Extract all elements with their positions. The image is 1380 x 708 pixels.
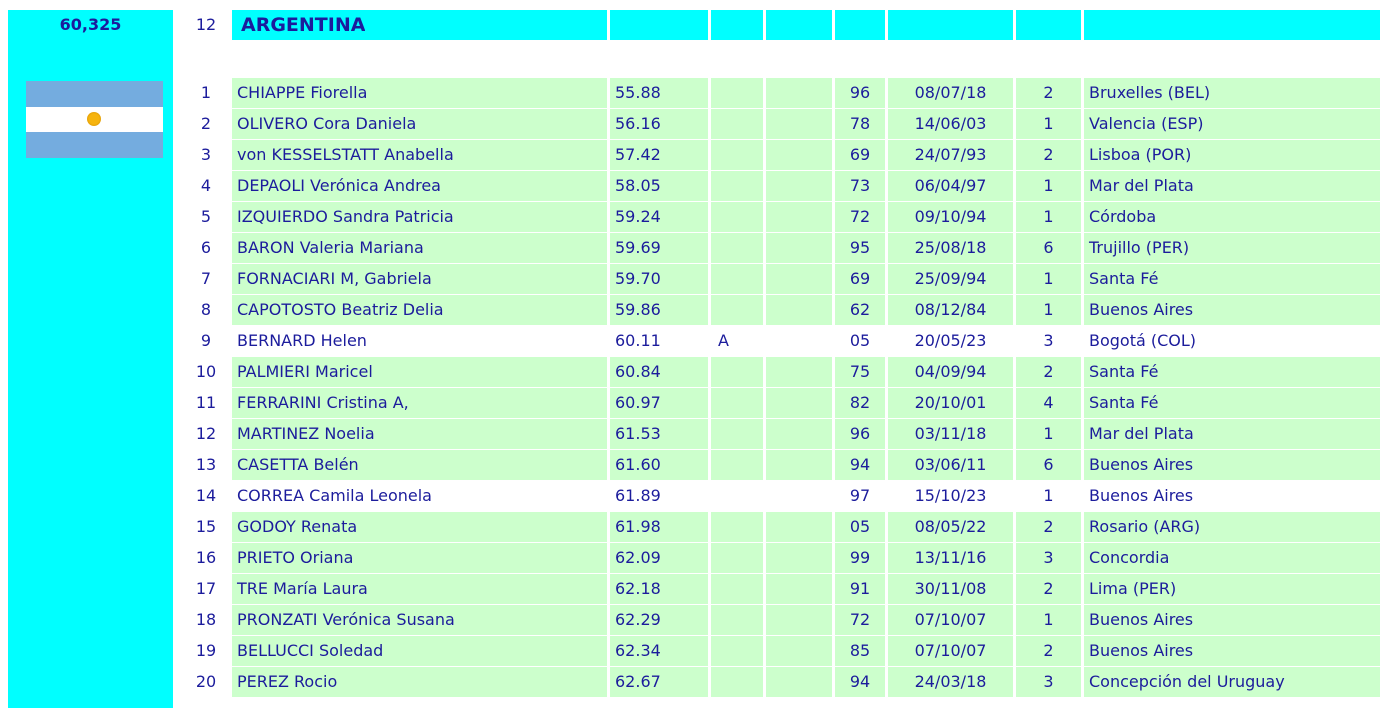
- result-date: 20/05/23: [914, 331, 987, 350]
- athlete-name: BERNARD Helen: [237, 331, 367, 350]
- result-note: [711, 605, 763, 635]
- rank-number: 19: [195, 641, 217, 660]
- venue-city: Concordia: [1084, 543, 1380, 573]
- place: 4: [1016, 388, 1081, 418]
- venue-city: Valencia (ESP): [1084, 109, 1380, 139]
- result-date: 07/10/07: [888, 636, 1013, 666]
- athlete-name: GODOY Renata: [232, 512, 607, 542]
- venue-city: Lima (PER): [1084, 574, 1380, 604]
- result-note: [711, 171, 763, 201]
- venue-city: Mar del Plata: [1084, 419, 1380, 449]
- birth-year: 62: [835, 295, 885, 325]
- result-time: 61.60: [610, 450, 708, 480]
- athlete-count: 12: [195, 15, 217, 34]
- result-date: 08/07/18: [888, 78, 1013, 108]
- total-score: 60,325: [59, 15, 122, 34]
- venue-city: Buenos Aires: [1089, 486, 1194, 505]
- place: 1: [1016, 202, 1081, 232]
- birth-year: 75: [835, 357, 885, 387]
- athlete-name: CAPOTOSTO Beatriz Delia: [232, 295, 607, 325]
- blank-cell: [766, 481, 832, 511]
- result-note: [711, 264, 763, 294]
- venue-city: Bruxelles (BEL): [1084, 78, 1380, 108]
- place: 6: [1016, 233, 1081, 263]
- place: 1: [1016, 171, 1081, 201]
- venue-city: Buenos Aires: [1084, 450, 1380, 480]
- blank-cell: [766, 140, 832, 170]
- result-time: 55.88: [610, 78, 708, 108]
- result-time: 61.53: [610, 419, 708, 449]
- rank-number: 1: [200, 83, 212, 102]
- result-date: 14/06/03: [888, 109, 1013, 139]
- place: 1: [1016, 264, 1081, 294]
- place: 1: [1043, 486, 1054, 505]
- result-time: 60.97: [610, 388, 708, 418]
- athlete-name: CORREA Camila Leonela: [237, 486, 432, 505]
- result-date: 06/04/97: [888, 171, 1013, 201]
- result-date: 25/08/18: [888, 233, 1013, 263]
- result-time: 61.98: [610, 512, 708, 542]
- place: 1: [1016, 605, 1081, 635]
- result-time: 61.89: [615, 486, 661, 505]
- table-row: [0, 326, 1380, 357]
- birth-year: 78: [835, 109, 885, 139]
- rank-number: 20: [195, 672, 217, 691]
- athlete-name: von KESSELSTATT Anabella: [232, 140, 607, 170]
- result-date: 07/10/07: [888, 605, 1013, 635]
- athlete-name: MARTINEZ Noelia: [232, 419, 607, 449]
- header-time-cell: [610, 10, 708, 40]
- result-time: 62.29: [610, 605, 708, 635]
- country-title: ARGENTINA: [241, 14, 366, 36]
- place: 1: [1016, 419, 1081, 449]
- result-time: 56.16: [610, 109, 708, 139]
- result-note: [711, 109, 763, 139]
- rank-number: 11: [195, 393, 217, 412]
- venue-city: Concepción del Uruguay: [1084, 667, 1380, 697]
- table-row: [0, 636, 1380, 667]
- rank-number: 16: [195, 548, 217, 567]
- blank-cell: [766, 512, 832, 542]
- header-city-cell: [1084, 10, 1380, 40]
- blank-cell: [766, 636, 832, 666]
- rank-number: 10: [195, 362, 217, 381]
- table-row: [0, 202, 1380, 233]
- result-note: [711, 574, 763, 604]
- result-time: 62.09: [610, 543, 708, 573]
- place: 2: [1016, 512, 1081, 542]
- blank-cell: [766, 295, 832, 325]
- place: 3: [1016, 667, 1081, 697]
- birth-year: 69: [835, 140, 885, 170]
- athlete-name: PRIETO Oriana: [232, 543, 607, 573]
- venue-city: Mar del Plata: [1084, 171, 1380, 201]
- table-row: [0, 140, 1380, 171]
- birth-year: 69: [835, 264, 885, 294]
- result-date: 13/11/16: [888, 543, 1013, 573]
- rank-number: 12: [195, 424, 217, 443]
- header-note-cell: [711, 10, 763, 40]
- birth-year: 73: [835, 171, 885, 201]
- table-row: [0, 512, 1380, 543]
- header-date-cell: [888, 10, 1013, 40]
- athlete-name: CHIAPPE Fiorella: [232, 78, 607, 108]
- result-time: 62.34: [610, 636, 708, 666]
- result-time: 58.05: [610, 171, 708, 201]
- rank-number: 17: [195, 579, 217, 598]
- result-date: 20/10/01: [888, 388, 1013, 418]
- rank-number: 2: [200, 114, 212, 133]
- blank-cell: [766, 357, 832, 387]
- result-date: 03/06/11: [888, 450, 1013, 480]
- athlete-name: BELLUCCI Soledad: [232, 636, 607, 666]
- birth-year: 94: [835, 667, 885, 697]
- blank-cell: [766, 388, 832, 418]
- place: 2: [1016, 78, 1081, 108]
- header-year-cell: [835, 10, 885, 40]
- result-note: [711, 357, 763, 387]
- result-note: [711, 140, 763, 170]
- result-time: 60.11: [615, 331, 661, 350]
- result-note: [711, 233, 763, 263]
- venue-city: Buenos Aires: [1084, 295, 1380, 325]
- venue-city: Trujillo (PER): [1084, 233, 1380, 263]
- table-row: [0, 264, 1380, 295]
- blank-cell: [766, 667, 832, 697]
- birth-year: 96: [835, 419, 885, 449]
- athlete-name: CASETTA Belén: [232, 450, 607, 480]
- result-date: 09/10/94: [888, 202, 1013, 232]
- result-date: 30/11/08: [888, 574, 1013, 604]
- table-row: [0, 605, 1380, 636]
- place: 6: [1016, 450, 1081, 480]
- blank-cell: [766, 605, 832, 635]
- athlete-name: PALMIERI Maricel: [232, 357, 607, 387]
- table-row: [0, 295, 1380, 326]
- place: 2: [1016, 357, 1081, 387]
- place: 3: [1016, 543, 1081, 573]
- rank-number: 18: [195, 610, 217, 629]
- blank-cell: [766, 419, 832, 449]
- table-row: [0, 233, 1380, 264]
- rank-number: 4: [200, 176, 212, 195]
- result-note: A: [718, 331, 729, 350]
- blank-cell: [766, 109, 832, 139]
- result-note: [711, 543, 763, 573]
- athlete-name: FERRARINI Cristina A,: [232, 388, 607, 418]
- result-time: 59.70: [610, 264, 708, 294]
- place: 2: [1016, 636, 1081, 666]
- athlete-name: BARON Valeria Mariana: [232, 233, 607, 263]
- rank-number: 6: [200, 238, 212, 257]
- birth-year: 05: [849, 331, 871, 350]
- result-note: [711, 450, 763, 480]
- result-time: 62.67: [610, 667, 708, 697]
- athlete-name: PRONZATI Verónica Susana: [232, 605, 607, 635]
- venue-city: Córdoba: [1084, 202, 1380, 232]
- rank-number: 3: [200, 145, 212, 164]
- rank-number: 7: [200, 269, 212, 288]
- venue-city: Bogotá (COL): [1089, 331, 1197, 350]
- athlete-name: PEREZ Rocio: [232, 667, 607, 697]
- birth-year: 91: [835, 574, 885, 604]
- blank-cell: [766, 171, 832, 201]
- birth-year: 82: [835, 388, 885, 418]
- blank-cell: [766, 78, 832, 108]
- blank-cell: [766, 233, 832, 263]
- rank-number: 9: [200, 331, 212, 350]
- header-blank-cell: [766, 10, 832, 40]
- venue-city: Buenos Aires: [1084, 605, 1380, 635]
- birth-year: 05: [835, 512, 885, 542]
- rank-number: 14: [195, 486, 217, 505]
- venue-city: Santa Fé: [1084, 357, 1380, 387]
- result-note: [711, 388, 763, 418]
- birth-year: 72: [835, 202, 885, 232]
- venue-city: Santa Fé: [1084, 264, 1380, 294]
- table-row: [0, 171, 1380, 202]
- rank-number: 5: [200, 207, 212, 226]
- result-note: [711, 481, 763, 511]
- place: 1: [1016, 109, 1081, 139]
- birth-year: 99: [835, 543, 885, 573]
- result-date: 25/09/94: [888, 264, 1013, 294]
- place: 3: [1043, 331, 1054, 350]
- birth-year: 72: [835, 605, 885, 635]
- result-time: 59.69: [610, 233, 708, 263]
- table-row: [0, 667, 1380, 698]
- place: 1: [1016, 295, 1081, 325]
- athlete-name: FORNACIARI M, Gabriela: [232, 264, 607, 294]
- place: 2: [1016, 574, 1081, 604]
- result-time: 59.86: [610, 295, 708, 325]
- result-note: [711, 78, 763, 108]
- result-time: 59.24: [610, 202, 708, 232]
- result-date: 15/10/23: [914, 486, 987, 505]
- venue-city: Lisboa (POR): [1084, 140, 1380, 170]
- athlete-name: TRE María Laura: [232, 574, 607, 604]
- blank-cell: [766, 574, 832, 604]
- header-place-cell: [1016, 10, 1081, 40]
- place: 2: [1016, 140, 1081, 170]
- table-row: [0, 357, 1380, 388]
- blank-cell: [766, 264, 832, 294]
- blank-cell: [766, 202, 832, 232]
- result-time: 62.18: [610, 574, 708, 604]
- result-note: [711, 419, 763, 449]
- result-date: 08/05/22: [888, 512, 1013, 542]
- rank-number: 15: [195, 517, 217, 536]
- result-time: 57.42: [610, 140, 708, 170]
- result-date: 04/09/94: [888, 357, 1013, 387]
- birth-year: 85: [835, 636, 885, 666]
- table-row: [0, 109, 1380, 140]
- blank-cell: [766, 450, 832, 480]
- result-note: [711, 295, 763, 325]
- result-note: [711, 636, 763, 666]
- table-row: [0, 78, 1380, 109]
- birth-year: 95: [835, 233, 885, 263]
- table-row: [0, 450, 1380, 481]
- result-note: [711, 512, 763, 542]
- birth-year: 94: [835, 450, 885, 480]
- result-date: 03/11/18: [888, 419, 1013, 449]
- blank-cell: [766, 326, 832, 356]
- result-date: 24/07/93: [888, 140, 1013, 170]
- venue-city: Rosario (ARG): [1084, 512, 1380, 542]
- athlete-name: OLIVERO Cora Daniela: [232, 109, 607, 139]
- venue-city: Buenos Aires: [1084, 636, 1380, 666]
- table-row: [0, 388, 1380, 419]
- table-row: [0, 574, 1380, 605]
- blank-cell: [766, 543, 832, 573]
- athlete-name: DEPAOLI Verónica Andrea: [232, 171, 607, 201]
- result-date: 24/03/18: [888, 667, 1013, 697]
- rank-number: 8: [200, 300, 212, 319]
- result-note: [711, 202, 763, 232]
- birth-year: 96: [835, 78, 885, 108]
- table-row: [0, 543, 1380, 574]
- table-row: [0, 419, 1380, 450]
- result-time: 60.84: [610, 357, 708, 387]
- result-note: [711, 667, 763, 697]
- result-date: 08/12/84: [888, 295, 1013, 325]
- rank-number: 13: [195, 455, 217, 474]
- athlete-name: IZQUIERDO Sandra Patricia: [232, 202, 607, 232]
- table-row: [0, 481, 1380, 512]
- birth-year: 97: [849, 486, 871, 505]
- venue-city: Santa Fé: [1084, 388, 1380, 418]
